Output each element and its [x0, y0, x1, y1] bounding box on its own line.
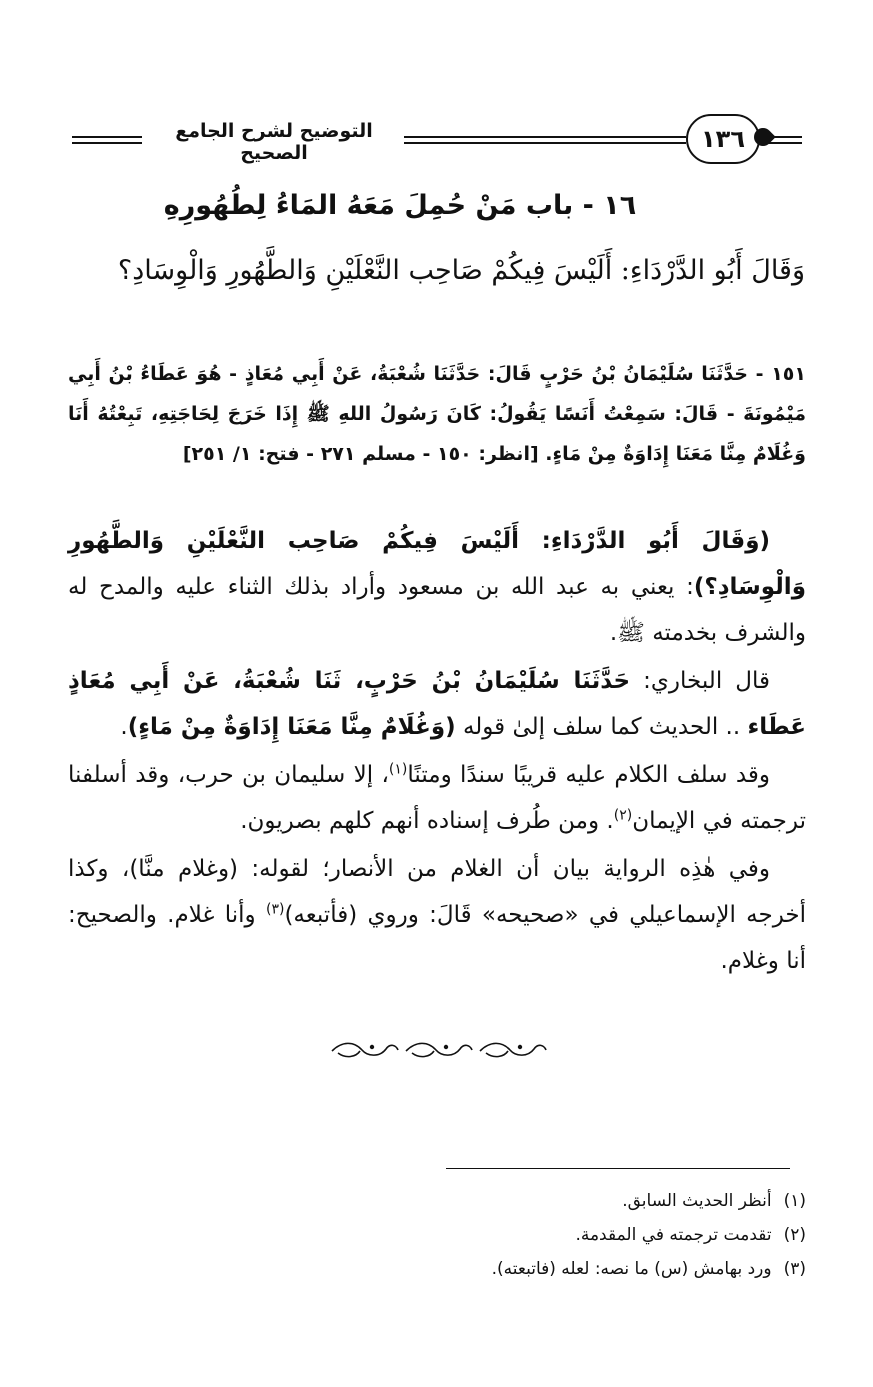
quoted-matn: (وَغُلَامٌ مِنَّا مَعَنَا إِدَاوَةٌ مِنْ مَاءٍ) — [127, 714, 456, 740]
page-number-frame — [686, 114, 760, 164]
commentary-text: .. الحديث كما سلف إلىٰ قوله — [455, 714, 748, 740]
commentary-text: : يعني به عبد الله بن مسعود وأراد بذلك الثناء عليه والمدح له والشرف بخدمته ﷺ. — [68, 574, 806, 646]
footnote-number: (١) — [783, 1191, 806, 1211]
commentary-text: وقد سلف الكلام عليه قريبًا سندًا ومتنًا — [407, 762, 770, 788]
commentary-paragraph-3 — [68, 752, 806, 844]
footnote-number: (٢) — [783, 1225, 806, 1245]
footnote-text: أنظر الحديث السابق. — [622, 1191, 772, 1211]
header-rule-middle — [404, 136, 686, 144]
header-rule-left — [72, 136, 142, 144]
footnote-separator — [446, 1168, 790, 1169]
commentary-text: قال البخاري: — [630, 668, 770, 694]
commentary — [68, 518, 806, 984]
footnote-ref-1[interactable]: (١) — [388, 761, 408, 778]
footnote-ref-2[interactable]: (٢) — [613, 807, 633, 824]
footnote-2 — [300, 1218, 806, 1252]
footnote-1 — [300, 1184, 806, 1218]
running-header — [72, 112, 802, 168]
footnote-number: (٣) — [783, 1259, 806, 1279]
commentary-text: . — [120, 714, 128, 740]
commentary-text: . ومن طُرف إسناده أنهم كلهم بصريون. — [240, 808, 614, 834]
hadith-text: ١٥١ - حَدَّثَنَا سُلَيْمَانُ بْنُ حَرْبٍ قَالَ: حَدَّثَنَا شُعْبَةُ، عَنْ أَبِي مُعَاذٍ - هُوَ عَطَاءُ بْنُ أَبِي مَيْمُونَةَ - قَالَ: سَمِعْتُ أَنَسًا يَقُولُ: كَانَ رَسُولُ اللهِ ﷺ إِذَا خَرَجَ لِحَاجَتِهِ، تَبِعْتُهُ أَنَا وَغُلَامٌ مِنَّا مَعَنَا إِدَاوَةٌ مِنْ مَاءٍ. [انظر: ١٥٠ - مسلم ٢٧١ - فتح: ١/ ٢٥١] — [68, 363, 806, 465]
commentary-paragraph-2 — [68, 658, 806, 750]
commentary-paragraph-1 — [68, 518, 806, 656]
ornament-divider-icon — [328, 1037, 548, 1063]
chapter-heading: ١٦ - باب مَنْ حُمِلَ مَعَهُ المَاءُ لِطُهُورِهِ — [163, 190, 637, 221]
commentary-text: وأنا غلام. والصحيح: أنا وغلام. — [68, 902, 806, 974]
footnote-ref-3[interactable]: (٣) — [265, 901, 285, 918]
header-rule-right — [762, 136, 802, 144]
quoted-matn: (وَقَالَ أَبُو الدَّرْدَاءِ: أَلَيْسَ فِيكُمْ صَاحِب النَّعْلَيْنِ وَالطَّهُورِ وَالْوِسَادِ؟) — [68, 528, 806, 600]
isnad-chain: حَدَّثَنَا سُلَيْمَانُ بْنُ حَرْبٍ، ثَنَا شُعْبَةُ، عَنْ أَبِي مُعَاذٍ عَطَاء — [68, 668, 806, 740]
running-title: التوضيح لشرح الجامع الصحيح — [175, 120, 373, 164]
abu-darda-quote: وَقَالَ أَبُو الدَّرْدَاءِ: أَلَيْسَ فِيكُمْ صَاحِب النَّعْلَيْنِ وَالطَّهُورِ وَالْوِسَادِ؟ — [117, 255, 805, 286]
footnote-3 — [300, 1252, 806, 1286]
footnote-text: ورد بهامش (س) ما نصه: لعله (فاتبعته). — [491, 1259, 772, 1279]
page-number: ١٣٦ — [701, 125, 745, 153]
footnote-text: تقدمت ترجمته في المقدمة. — [575, 1225, 772, 1245]
commentary-text: ، إلا سليمان بن حرب، وقد أسلفنا ترجمته في الإيمان — [68, 762, 806, 834]
footnotes — [300, 1184, 806, 1286]
commentary-paragraph-4 — [68, 846, 806, 984]
commentary-text: وفي هٰذِه الرواية بيان أن الغلام من الأنصار؛ لقوله: (وغلام منَّا)، وكذا أخرجه الإسماعيلي في «صحيحه» قَالَ: وروي (فأتبعه) — [68, 856, 806, 928]
